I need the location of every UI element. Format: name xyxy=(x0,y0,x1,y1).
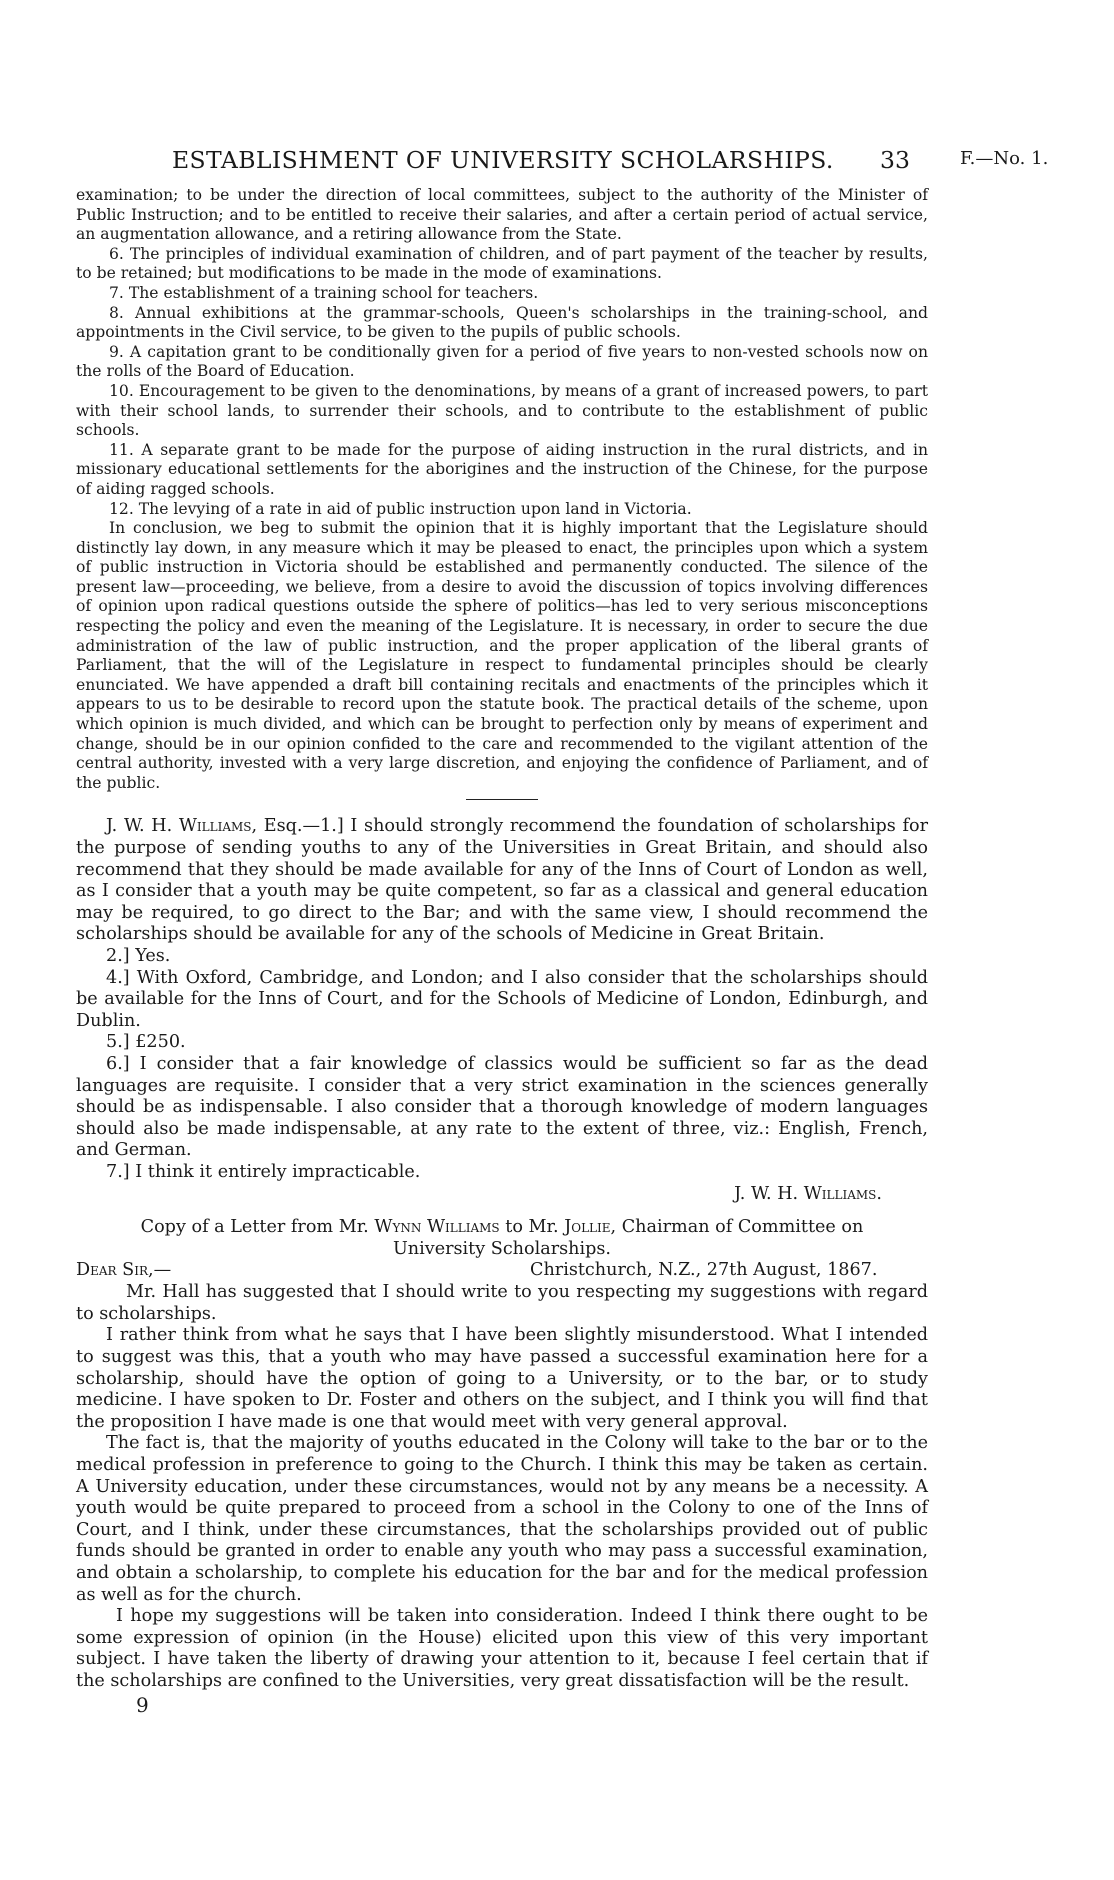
letter-paragraph: I hope my suggestions will be taken into consideration. Indeed I think there ought to be some expression of opinion (in the House) elicited upon this view of this very important subject. I have taken the liberty of drawing your attention to it, because I feel certain that if the scholarships are confined to the Universities, very great dissatisfaction will be the result. xyxy=(76,1606,928,1691)
answer-text: 1.] I should strongly recommend the foundation of scholarships for the purpose of sending youths to any of the Universities in Great Britain, and should also recommend that they should be made available for any of the Inns of Court of London as well, as I consider that a youth may be quite competent, so far as a classical and general education may be required, to go direct to the Bar; and with the same view, I should recommend the scholarships should be available for any of the schools of Medicine in Great Britain. xyxy=(76,816,928,945)
document-reference: F.—No. 1. xyxy=(960,148,1049,169)
evidence-answer: 5.] £250. xyxy=(106,1032,186,1053)
letter-paragraph: I rather think from what he says that I have been slightly misunderstood. What I intended to suggest was this, that a youth who may have passed a successful examination here for a scholarship, should have the option of going to a University, or to the bar, or to study medicine. I have spoken to Dr. Foster and others on the subject, and I think you will find that the proposition I have made is one that would meet with very general approval. xyxy=(76,1325,928,1432)
document-page xyxy=(76,146,1049,1717)
evidence-section xyxy=(76,816,928,1205)
letter-sender: Wynn Williams xyxy=(374,1217,500,1238)
report-paragraph: 6. The principles of individual examination of children, and of part payment of the teacher by results, to be retained; but modifications to be made in the mode of examinations. xyxy=(76,244,928,283)
evidence-answer: 2.] Yes. xyxy=(106,945,171,966)
signature-mark: 9 xyxy=(136,1692,149,1717)
report-paragraph: 11. A separate grant to be made for the purpose of aiding instruction in the rural districts, and in missionary educational settlements for the aborigines and the instruction of the Chinese, for the purpose of aiding ragged schools. xyxy=(76,440,928,498)
report-paragraph: examination; to be under the direction of local committees, subject to the authority of the Minister of Public Instruction; and to be entitled to receive their salaries, and after a certain period of actual service, an augmentation allowance, and a retiring allowance from the State. xyxy=(76,186,928,244)
evidence-answer: 7.] I think it entirely impracticable. xyxy=(106,1161,421,1182)
report-conclusion: In conclusion, we beg to submit the opinion that it is highly important that the Legislature should distinctly lay down, in any measure which it may be pleased to enact, the principles upon which a system of public instruction in Victoria should be established and permanently conducted. The silence of the present law—proceeding, we believe, from a desire to avoid the discussion of topics involving differences of opinion upon radical questions outside the sphere of politics—has led to very serious misconceptions respecting the policy and even the meaning of the Legislature. It is necessary, in order to secure the due administration of the law of public instruction, and the proper application of the liberal grants of Parliament, that the will of the Legislature in respect to fundamental principles should be clearly enunciated. We have appended a draft bill containing recitals and enactments of the principles which it appears to us to be desirable to record upon the statute book. The practical details of the scheme, upon which opinion is much divided, and which can be brought to perfection only by means of experiment and change, should be in our opinion confided to the care and recommended to the vigilant attention of the central authority, invested with a very large discretion, and enjoying the confidence of Parliament, and of the public. xyxy=(76,519,928,792)
evidence-answer xyxy=(76,816,928,946)
report-paragraph: 7. The establishment of a training school for teachers. xyxy=(109,283,539,302)
report-paragraph: 12. The levying of a rate in aid of public instruction upon land in Victoria. xyxy=(109,499,692,518)
page-number: 33 xyxy=(880,146,910,174)
report-paragraph: 10. Encouragement to be given to the denominations, by means of a grant of increased powers, to part with their school lands, to surrender their schools, and to contribute to the establishment of public schools. xyxy=(76,381,928,440)
report-paragraph: 9. A capitation grant to be conditionally given for a period of five years to non-vested schools now on the rolls of the Board of Education. xyxy=(76,342,928,381)
letter-salutation-row xyxy=(76,1260,928,1282)
letter-section xyxy=(76,1217,928,1716)
evidence-signature: J. W. H. Williams. xyxy=(734,1183,882,1204)
letter-heading: Copy of a Letter from Mr. Wynn Williams to Mr. Jollie, Chairman of Committee on University Scholarships. xyxy=(140,1217,864,1259)
letter-paragraph: Mr. Hall has suggested that I should write to you respecting my suggestions with regard to scholarships. xyxy=(76,1282,928,1324)
page-header xyxy=(76,146,1049,186)
section-divider xyxy=(466,799,538,800)
letter-paragraph: The fact is, that the majority of youths educated in the Colony will take to the bar or to the medical profession in preference to going to the Church. I think this may be taken as certain. A University education, under these circumstances, would not by any means be a necessity. A youth would be quite prepared to proceed from a school in the Colony to one of the Inns of Court, and I think, under these circumstances, that the scholarships provided out of public funds should be granted in order to enable any youth who may pass a successful examination, and obtain a scholarship, to complete his education for the bar and for the medical profession as well as for the church. xyxy=(76,1433,928,1605)
running-title: ESTABLISHMENT OF UNIVERSITY SCHOLARSHIPS. xyxy=(172,146,834,174)
evidence-answer: 6.] I consider that a fair knowledge of classics would be sufficient so far as the dead languages are requisite. I consider that a very strict examination in the sciences generally should be as indispensable. I also consider that a thorough knowledge of modern languages should also be made indispensable, at any rate to the extent of three, viz.: English, French, and German. xyxy=(76,1053,928,1161)
witness-title: , Esq.— xyxy=(251,816,321,837)
letter-place-date: Christchurch, N.Z., 27th August, 1867. xyxy=(530,1260,878,1281)
report-paragraph: 8. Annual exhibitions at the grammar-schools, Queen's scholarships in the training-school, and appointments in the Civil service, to be given to the pupils of public schools. xyxy=(76,303,928,342)
evidence-answer: 4.] With Oxford, Cambridge, and London; and I also consider that the scholarships should be available for the Inns of Court, and for the Schools of Medicine of London, Edinburgh, and Dublin. xyxy=(76,967,928,1031)
letter-salutation: Dear Sir,— xyxy=(76,1260,172,1281)
letter-recipient: Jollie xyxy=(564,1217,611,1238)
witness-name: J. W. H. Williams xyxy=(106,816,252,837)
report-section xyxy=(76,186,928,793)
